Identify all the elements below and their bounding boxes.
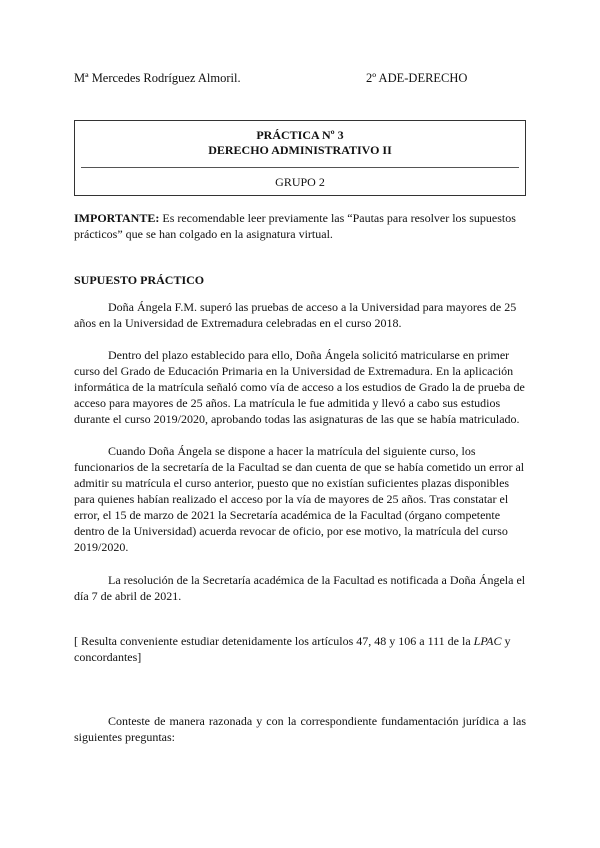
section-heading: SUPUESTO PRÁCTICO	[74, 273, 205, 287]
title-divider	[81, 167, 519, 168]
paragraph-2: Dentro del plazo establecido para ello, Doña Ángela solicitó matricularse en primer curso del Grado de Educación Primaria en la Universidad de Extremadura. En la aplicación informática de la matrícula señaló como vía de acceso a los estudios de Grado la de prueba de acceso para mayores de 25 años. La matrícula le fue admitida y llevó a cabo sus estudios durante el curso 2019/2020, aprobando todas las asignaturas de las que se había matriculado.	[74, 348, 525, 426]
author-name: Mª Mercedes Rodríguez Almoril.	[74, 71, 241, 85]
course-name: 2º ADE-DERECHO	[366, 71, 468, 85]
paragraph-1: Doña Ángela F.M. superó las pruebas de acceso a la Universidad para mayores de 25 años en la Universidad de Extremadura celebradas en el curso 2018.	[74, 300, 517, 330]
note-text-before: [ Resulta conveniente estudiar detenidamente los artículos 47, 48 y 106 a 111 de la	[74, 634, 474, 648]
note-law: LPAC	[473, 634, 502, 648]
closing-instruction: Conteste de manera razonada y con la correspondiente fundamentación jurídica a las siguientes preguntas:	[74, 714, 526, 744]
note-text-after: y concordantes]	[74, 634, 511, 664]
practice-title: PRÁCTICA Nº 3	[256, 128, 344, 142]
important-notice	[74, 210, 526, 242]
subject-title: DERECHO ADMINISTRATIVO II	[208, 143, 392, 157]
group-label: GRUPO 2	[275, 175, 325, 189]
paragraph-4: La resolución de la Secretaría académica de la Facultad es notificada a Doña Ángela el día 7 de abril de 2021.	[74, 573, 526, 603]
important-text: Es recomendable leer previamente las “Pautas para resolver los supuestos prácticos” que se han colgado en la asignatura virtual.	[74, 211, 516, 241]
important-label: IMPORTANTE:	[74, 211, 160, 225]
study-note	[74, 633, 526, 665]
paragraph-3: Cuando Doña Ángela se dispone a hacer la matrícula del siguiente curso, los funcionarios de la secretaría de la Facultad se dan cuenta de que se había cometido un error al admitir su matrícula el curso anterior, puesto que no existían suficientes plazas disponibles para quienes habían realizado el acceso por la vía de mayores de 25 años. Tras constatar el error, el 15 de marzo de 2021 la Secretaría académica de la Facultad (órgano competente dentro de la Universidad) acuerda revocar de oficio, por ese motivo, la matrícula del curso 2019/2020.	[74, 444, 525, 554]
title-box	[74, 120, 526, 196]
